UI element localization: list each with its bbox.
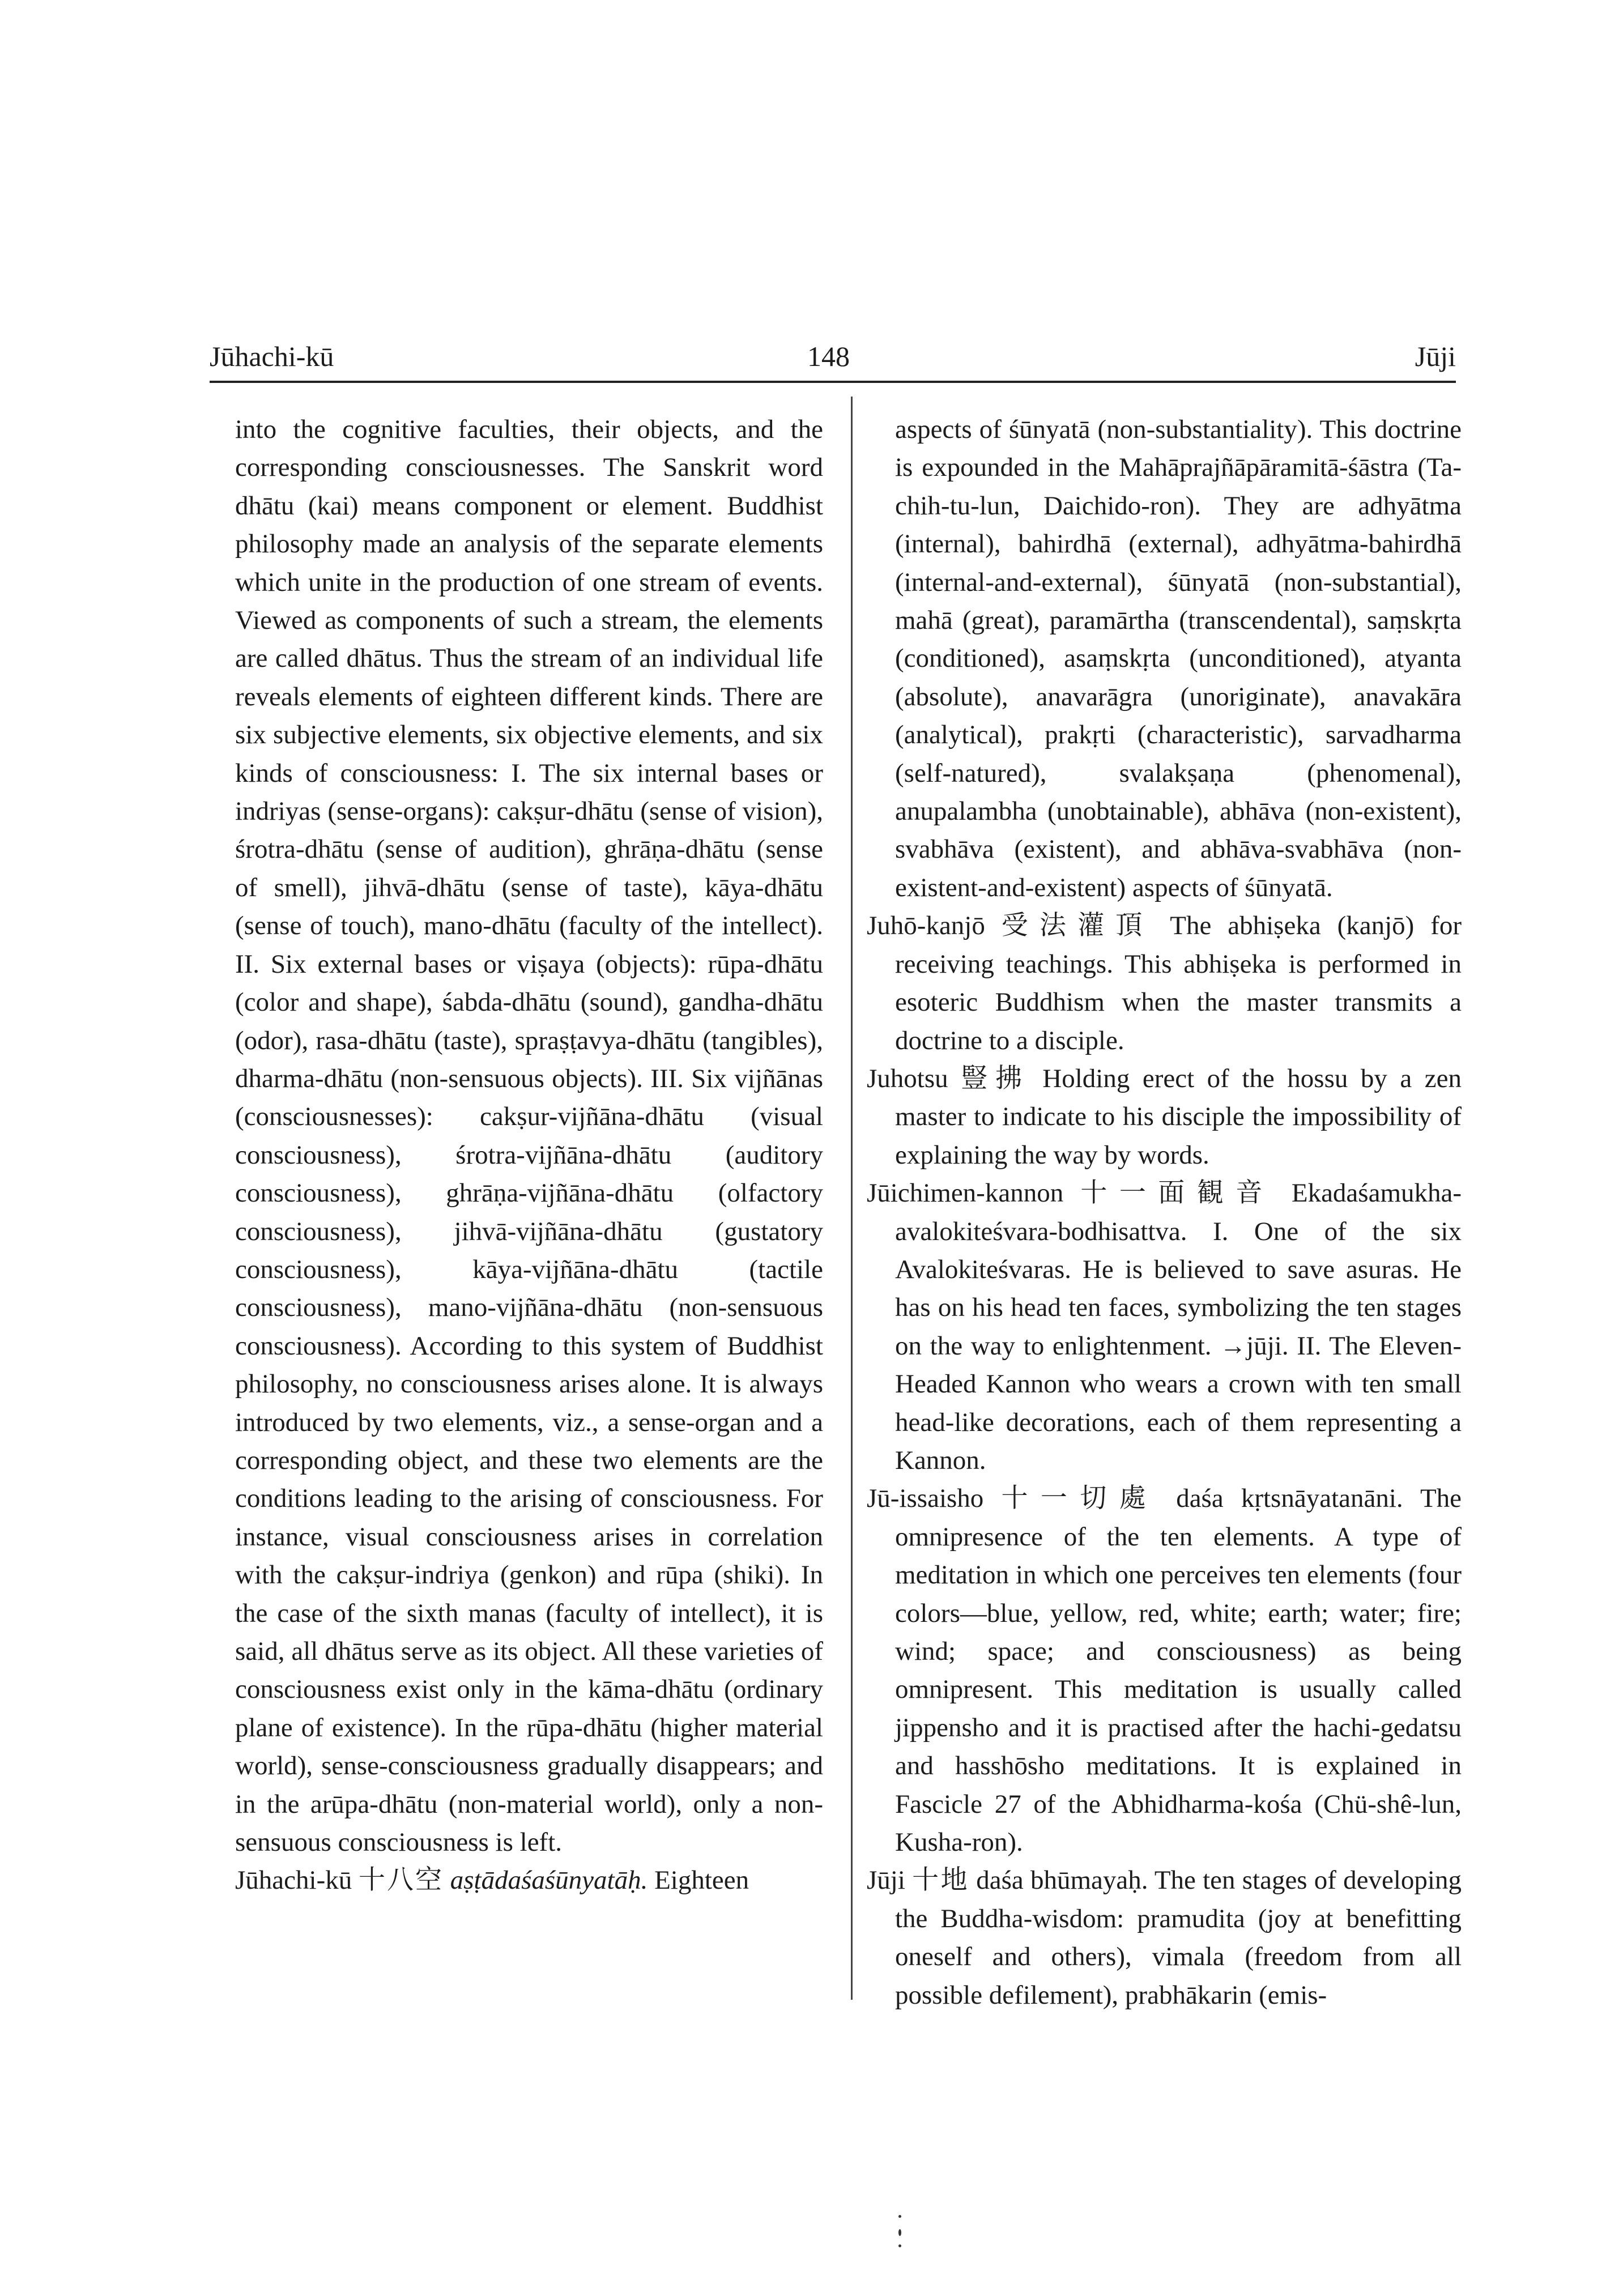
entry-headword: Juhotsu (867, 1063, 948, 1093)
entry-continuation: aspects of śūnyatā (non-substantiality). This doctrine is expounded in the Mahāprajñāpāramitā-śāstra (Ta-chih-tu-lun, Daichido-ron). They are adhyātma (internal), bahirdhā (external), adhyātma-bahirdhā (internal-and-external), śūnyatā (non-substantial), mahā (great), paramārtha (transcendental), saṃskṛta (conditioned), asaṃskṛta (unconditioned), atyanta (absolute), anavarāgra (unoriginate), anavakāra (analytical), prakṛti (characteristic), sarvadharma (self-natured), svalakṣaṇa (phenomenal), anupalambha (unobtainable), abhāva (non-existent), svabhāva (existent), and abhāva-svabhāva (non-existent-and-existent) aspects of śūnyatā. (895, 415, 1462, 902)
dictionary-entry (867, 1174, 1462, 1480)
dictionary-entry (867, 907, 1462, 1060)
scan-speck (898, 2229, 901, 2236)
entry-continuation: into the cognitive faculties, their objects, and the corresponding consciousnesses. The Sanskrit word dhātu (kai) means component or element. Buddhist philosophy made an analysis of the separate elements which unite in the production of one stream of events. Viewed as components of such a stream, the elements are called dhātus. Thus the stream of an individual life reveals elements of eighteen different kinds. There are six subjective elements, six objective elements, and six kinds of consciousness: I. The six internal bases or indriyas (sense-organs): cakṣur-dhātu (sense of vision), śrotra-dhātu (sense of audition), ghrāṇa-dhātu (sense of smell), jihvā-dhātu (sense of taste), kāya-dhātu (sense of touch), mano-dhātu (faculty of the intellect). II. Six external bases or viṣaya (objects): rūpa-dhātu (color and shape), śabda-dhātu (sound), gandha-dhātu (odor), rasa-dhātu (taste), spraṣṭavya-dhātu (tangibles), dharma-dhātu (non-sensuous objects). III. Six vijñānas (consciousnesses): cakṣur-vijñāna-dhātu (visual consciousness), śrotra-vijñāna-dhātu (auditory consciousness), ghrāṇa-vijñāna-dhātu (olfactory consciousness), jihvā-vijñāna-dhātu (gustatory consciousness), kāya-vijñāna-dhātu (tactile consciousness), mano-vijñāna-dhātu (non-sensuous consciousness). According to this system of Buddhist philosophy, no consciousness arises alone. It is always introduced by two elements, viz., a sense-organ and a corresponding object, and these two elements are the conditions leading to the arising of consciousness. For instance, visual consciousness arises in correlation with the cakṣur-indriya (genkon) and rūpa (shiki). In the case of the sixth manas (faculty of intellect), it is said, all dhātus serve as its object. All these varieties of consciousness exist only in the kāma-dhātu (ordinary plane of existence). In the rūpa-dhātu (higher material world), sense-consciousness gradually disappears; and in the arūpa-dhātu (non-material world), only a non-sensuous consciousness is left. (235, 415, 823, 1858)
dictionary-entry (867, 1060, 1462, 1174)
entry-sanskrit: aṣṭādaśaśūnyatāḥ. (450, 1865, 648, 1895)
entry-kanji: 十八空 (358, 1865, 444, 1895)
entry-headword: Jūhachi-kū (235, 1865, 352, 1895)
entry-text: daśa kṛtsnāyatanāni. The omnipresence of the ten elements. A type of meditation in which one perceives ten elements (four colors—blue, yellow, red, white; earth; water; fire; wind; space; and consciousness) as being omnipresent. This meditation is usually called jippensho and it is practised after the hachi-gedatsu and hasshōsho meditations. It is explained in Fascicle 27 of the Abhidharma-kośa (Chü-shê-lun, Kusha-ron). (895, 1484, 1462, 1858)
entry-text: daśa bhūmayaḥ. The ten stages of developing the Buddha-wisdom: pramudita (joy at benefitting oneself and others), vimala (freedom from all possible defilement), prabhākarin (emis- (895, 1865, 1462, 2010)
scan-speck (898, 2244, 901, 2247)
entry-kanji: 十地 (912, 1865, 970, 1895)
entry-kanji: 受法灌頂 (1001, 911, 1154, 941)
dictionary-entry (235, 1861, 823, 1899)
entry-kanji: 十一面観音 (1080, 1178, 1275, 1208)
entry-headword: Jū-issaisho (867, 1484, 984, 1514)
left-column (235, 411, 823, 1900)
entry-text: Holding erect of the hossu by a zen master to indicate to his disciple the impossibility of explaining the way by words. (895, 1063, 1462, 1170)
entry-kanji: 十一切處 (1001, 1484, 1159, 1514)
page-number: 148 (807, 340, 850, 372)
running-head-right: Jūji (1415, 340, 1456, 372)
entry-headword: Juhō-kanjō (867, 911, 985, 941)
scan-speck (898, 2215, 901, 2218)
dictionary-entry (867, 1480, 1462, 1861)
running-head-left: Jūhachi-kū (210, 340, 334, 372)
column-divider (851, 397, 853, 2000)
entry-kanji: 豎拂 (961, 1063, 1030, 1093)
header-rule (210, 381, 1456, 383)
entry-text: The abhiṣeka (kanjō) for receiving teachings. This abhiṣeka is performed in esoteric Buddhism when the master transmits a doctrine to a disciple. (895, 911, 1462, 1055)
entry-headword: Jūji (867, 1865, 905, 1895)
entry-text: Ekadaśamukha-avalokiteśvara-bodhisattva. I. One of the six Avalokiteśvaras. He is believed to save asuras. He has on his head ten faces, symbolizing the ten stages on the way to enlightenment. →jūji. II. The Eleven-Headed Kannon who wears a crown with ten small head-like decorations, each of them representing a Kannon. (895, 1178, 1462, 1475)
right-column (867, 411, 1462, 2014)
entry-headword: Jūichimen-kannon (867, 1178, 1064, 1208)
entry-text: Eighteen (654, 1865, 749, 1895)
dictionary-entry (867, 1861, 1462, 2014)
page-header (210, 340, 1456, 385)
